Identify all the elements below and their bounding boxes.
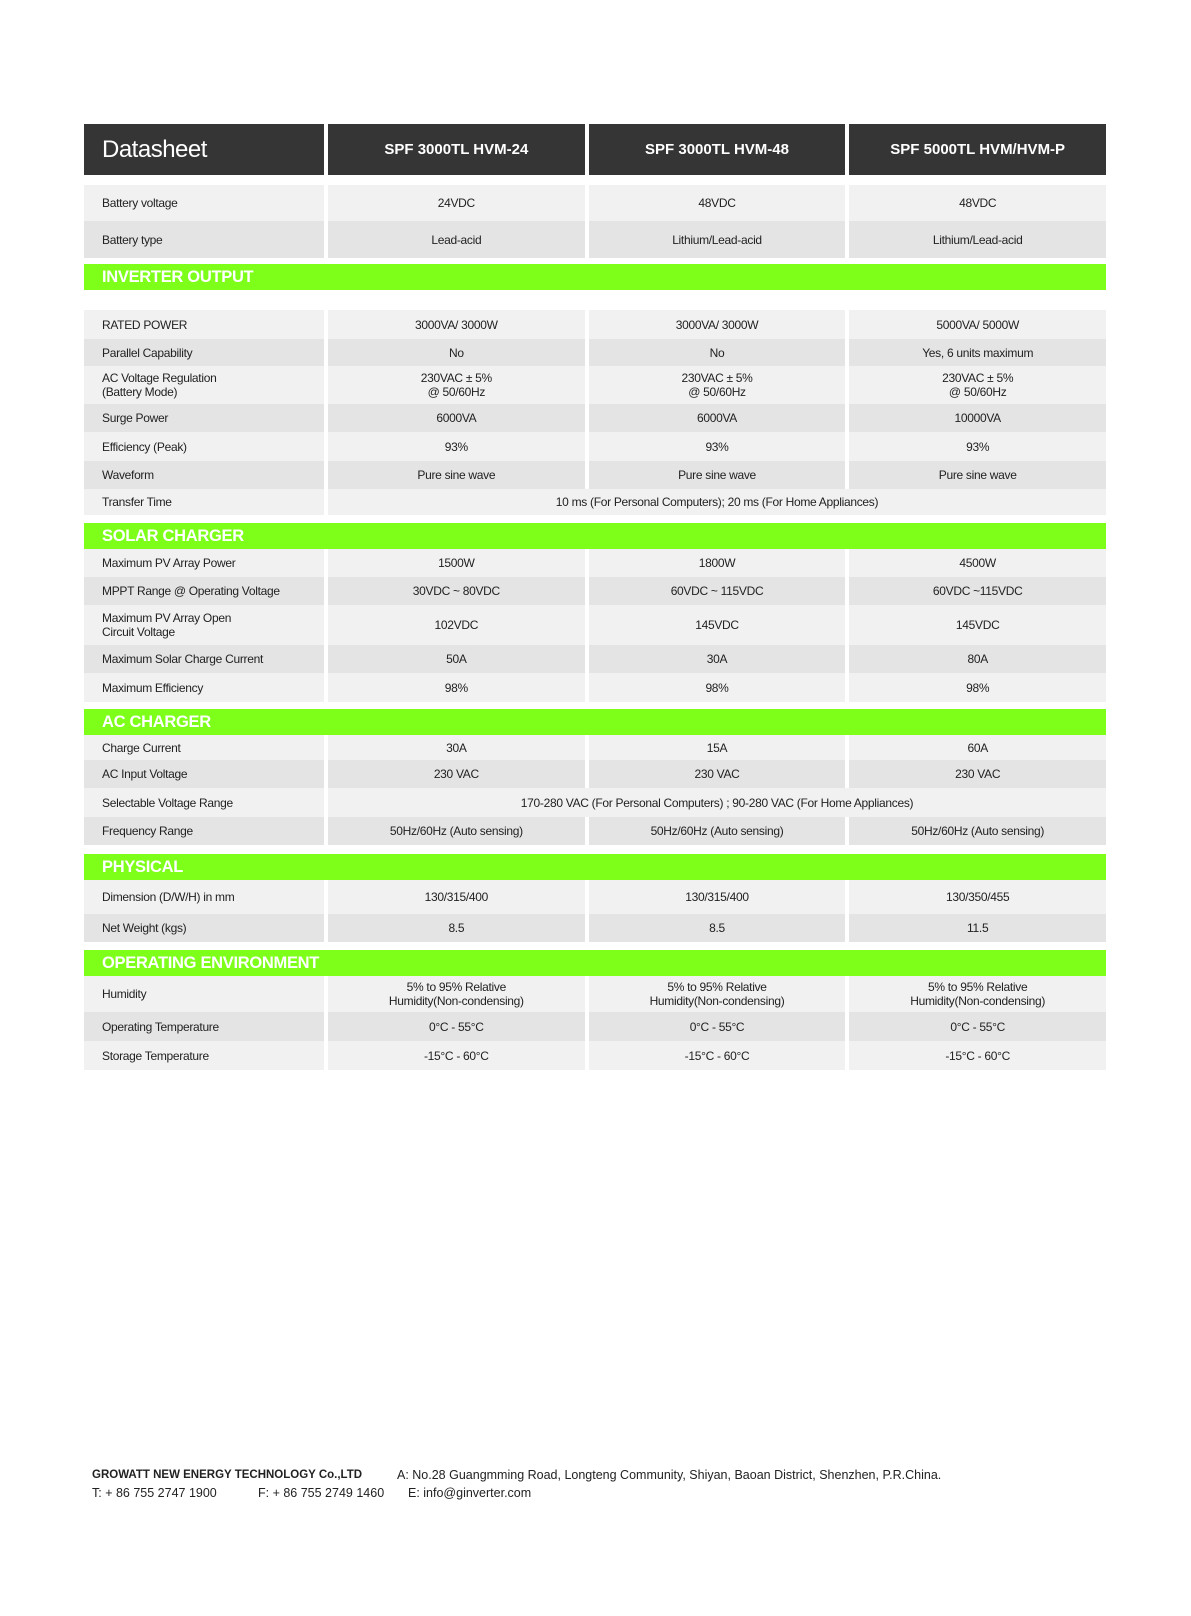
table-row bbox=[84, 605, 1106, 645]
value-cell bbox=[328, 760, 585, 788]
table-row bbox=[84, 461, 1106, 489]
value-cell bbox=[328, 976, 585, 1012]
cell-value: -15°C - 60°C bbox=[945, 1048, 1011, 1063]
cell-value: 0°C - 55°C bbox=[950, 1019, 1005, 1034]
cell-value: 145VDC bbox=[955, 618, 1000, 632]
cell-value: 230VAC ± 5% @ 50/60Hz bbox=[420, 371, 492, 399]
table-row bbox=[84, 366, 1106, 404]
cell-value: 130/315/400 bbox=[424, 890, 489, 904]
row-label bbox=[84, 461, 324, 489]
value-cell bbox=[328, 577, 585, 605]
row-label bbox=[84, 339, 324, 366]
row-label bbox=[84, 185, 324, 221]
cell-value: 10 ms (For Personal Computers); 20 ms (For Home Appliances) bbox=[555, 495, 879, 509]
cell-value: Yes, 6 units maximum bbox=[922, 345, 1034, 360]
value-cell bbox=[849, 310, 1106, 339]
cell-value: 4500W bbox=[959, 556, 996, 570]
value-cell bbox=[589, 185, 846, 221]
cell-value: 5% to 95% Relative Humidity(Non-condensing) bbox=[388, 980, 524, 1008]
table-row bbox=[84, 817, 1106, 845]
value-cell bbox=[849, 880, 1106, 914]
row-label bbox=[84, 310, 324, 339]
value-cell bbox=[849, 760, 1106, 788]
cell-value: 30A bbox=[446, 740, 467, 755]
phone-number: T: + 86 755 2747 1900 bbox=[92, 1486, 217, 1500]
cell-value: 1500W bbox=[438, 556, 475, 570]
table-row bbox=[84, 577, 1106, 605]
spec-section bbox=[84, 854, 1106, 942]
spec-section bbox=[84, 950, 1106, 1070]
cell-value: 230 VAC bbox=[955, 767, 1001, 781]
value-cell bbox=[589, 310, 846, 339]
model-column-1: SPF 3000TL HVM-24 bbox=[328, 124, 585, 175]
cell-value: 50Hz/60Hz (Auto sensing) bbox=[650, 824, 784, 838]
cell-value: 98% bbox=[966, 680, 990, 695]
table-row bbox=[84, 735, 1106, 760]
value-cell bbox=[589, 404, 846, 432]
value-cell bbox=[328, 1012, 585, 1041]
table-row bbox=[84, 976, 1106, 1012]
value-cell bbox=[849, 605, 1106, 645]
value-cell bbox=[328, 310, 585, 339]
cell-value: 50Hz/60Hz (Auto sensing) bbox=[389, 824, 523, 838]
value-cell bbox=[328, 1041, 585, 1070]
value-cell bbox=[328, 339, 585, 366]
row-label bbox=[84, 432, 324, 461]
value-cell bbox=[328, 914, 585, 942]
table-row bbox=[84, 880, 1106, 914]
value-cell bbox=[849, 366, 1106, 404]
model-column-2: SPF 3000TL HVM-48 bbox=[589, 124, 846, 175]
cell-value: 48VDC bbox=[959, 196, 997, 210]
cell-value: 6000VA bbox=[697, 411, 738, 425]
row-label bbox=[84, 221, 324, 258]
cell-value: 0°C - 55°C bbox=[689, 1019, 745, 1034]
row-label-text: Transfer Time bbox=[102, 495, 172, 509]
model-column-3: SPF 5000TL HVM/HVM-P bbox=[849, 124, 1106, 175]
value-cell bbox=[849, 461, 1106, 489]
row-label bbox=[84, 735, 324, 760]
row-label bbox=[84, 1012, 324, 1041]
value-cell bbox=[589, 673, 846, 702]
cell-value: 3000VA/ 3000W bbox=[415, 317, 498, 332]
value-cell bbox=[849, 817, 1106, 845]
spec-section bbox=[84, 709, 1106, 845]
value-cell bbox=[589, 577, 846, 605]
row-label bbox=[84, 788, 324, 817]
row-label bbox=[84, 366, 324, 404]
row-label-text: Battery voltage bbox=[102, 196, 178, 210]
value-cell bbox=[849, 339, 1106, 366]
cell-value: 15A bbox=[706, 740, 728, 755]
value-cell bbox=[849, 221, 1106, 258]
value-cell bbox=[589, 645, 846, 673]
spanning-cell bbox=[328, 788, 1106, 817]
cell-value: 93% bbox=[444, 439, 468, 454]
table-row bbox=[84, 489, 1106, 515]
table-row bbox=[84, 645, 1106, 673]
table-row bbox=[84, 1012, 1106, 1041]
cell-value: 50Hz/60Hz (Auto sensing) bbox=[911, 824, 1045, 838]
value-cell bbox=[849, 1012, 1106, 1041]
row-label-text: AC Voltage Regulation (Battery Mode) bbox=[102, 371, 217, 399]
row-label-text: Net Weight (kgs) bbox=[102, 921, 187, 935]
cell-value: 0°C - 55°C bbox=[429, 1019, 484, 1034]
spec-sections bbox=[84, 185, 1106, 1070]
spec-section bbox=[84, 264, 1106, 515]
value-cell bbox=[849, 185, 1106, 221]
row-label-text: Dimension (D/W/H) in mm bbox=[102, 890, 235, 904]
email-address: E: info@ginverter.com bbox=[408, 1486, 532, 1500]
value-cell bbox=[328, 404, 585, 432]
value-cell bbox=[849, 577, 1106, 605]
value-cell bbox=[589, 339, 846, 366]
cell-value: 50A bbox=[446, 652, 467, 666]
cell-value: 30VDC ~ 80VDC bbox=[412, 584, 500, 598]
cell-value: 5000VA/ 5000W bbox=[936, 317, 1019, 332]
table-row bbox=[84, 788, 1106, 817]
value-cell bbox=[328, 185, 585, 221]
cell-value: 48VDC bbox=[698, 196, 736, 210]
cell-value: 80A bbox=[967, 652, 988, 666]
value-cell bbox=[849, 976, 1106, 1012]
row-label-text: MPPT Range @ Operating Voltage bbox=[102, 584, 280, 598]
row-label-text: Storage Temperature bbox=[102, 1048, 209, 1063]
cell-value: Pure sine wave bbox=[417, 468, 496, 482]
value-cell bbox=[328, 366, 585, 404]
cell-value: 3000VA/ 3000W bbox=[675, 317, 759, 332]
section-title: AC CHARGER bbox=[84, 709, 1106, 735]
value-cell bbox=[589, 549, 846, 577]
row-label bbox=[84, 645, 324, 673]
value-cell bbox=[849, 549, 1106, 577]
row-label-text: Maximum PV Array Power bbox=[102, 556, 236, 570]
value-cell bbox=[849, 735, 1106, 760]
company-name: GROWATT NEW ENERGY TECHNOLOGY Co.,LTD bbox=[92, 1469, 363, 1481]
value-cell bbox=[589, 605, 846, 645]
cell-value: 102VDC bbox=[434, 618, 479, 632]
cell-value: 60VDC ~ 115VDC bbox=[670, 584, 764, 598]
cell-value: 60A bbox=[967, 740, 988, 755]
table-row bbox=[84, 404, 1106, 432]
value-cell bbox=[589, 914, 846, 942]
value-cell bbox=[328, 605, 585, 645]
cell-value: Lead-acid bbox=[431, 232, 482, 247]
value-cell bbox=[589, 735, 846, 760]
table-row bbox=[84, 339, 1106, 366]
cell-value: 230VAC ± 5% @ 50/60Hz bbox=[942, 371, 1014, 399]
cell-value: Pure sine wave bbox=[678, 468, 756, 482]
table-row bbox=[84, 432, 1106, 461]
cell-value: 93% bbox=[966, 439, 990, 454]
row-label-text: Maximum Solar Charge Current bbox=[102, 652, 263, 666]
row-label-text: Charge Current bbox=[102, 740, 181, 755]
row-label-text: Humidity bbox=[102, 987, 147, 1001]
value-cell bbox=[589, 1012, 846, 1041]
footer bbox=[92, 1466, 941, 1502]
value-cell bbox=[328, 221, 585, 258]
value-cell bbox=[328, 549, 585, 577]
row-label bbox=[84, 914, 324, 942]
cell-value: 230 VAC bbox=[694, 767, 740, 781]
section-title: INVERTER OUTPUT bbox=[84, 264, 1106, 290]
cell-value: 24VDC bbox=[437, 196, 475, 210]
value-cell bbox=[589, 366, 846, 404]
cell-value: 230VAC ± 5% @ 50/60Hz bbox=[681, 371, 753, 399]
row-label bbox=[84, 1041, 324, 1070]
cell-value: 145VDC bbox=[695, 618, 739, 632]
cell-value: Lithium/Lead-acid bbox=[672, 232, 762, 247]
cell-value: 130/350/455 bbox=[945, 890, 1010, 904]
cell-value: 98% bbox=[705, 680, 729, 695]
value-cell bbox=[328, 735, 585, 760]
cell-value: 170-280 VAC (For Personal Computers) ; 90-280 VAC (For Home Appliances) bbox=[520, 795, 914, 810]
table-row bbox=[84, 1041, 1106, 1070]
datasheet-table bbox=[84, 124, 1106, 1070]
cell-value: 60VDC ~115VDC bbox=[932, 584, 1023, 598]
datasheet-title: Datasheet bbox=[84, 124, 324, 175]
cell-value: 8.5 bbox=[709, 921, 725, 935]
value-cell bbox=[328, 432, 585, 461]
table-row bbox=[84, 760, 1106, 788]
spec-section bbox=[84, 523, 1106, 702]
value-cell bbox=[589, 976, 846, 1012]
value-cell bbox=[589, 221, 846, 258]
row-label bbox=[84, 489, 324, 515]
value-cell bbox=[589, 432, 846, 461]
cell-value: 5% to 95% Relative Humidity(Non-condensing) bbox=[910, 980, 1046, 1008]
value-cell bbox=[849, 914, 1106, 942]
cell-value: No bbox=[709, 345, 725, 360]
value-cell bbox=[849, 432, 1106, 461]
cell-value: 6000VA bbox=[436, 411, 477, 425]
section-title: OPERATING ENVIRONMENT bbox=[84, 950, 1106, 976]
value-cell bbox=[328, 817, 585, 845]
row-label bbox=[84, 577, 324, 605]
row-label-text: Waveform bbox=[102, 468, 154, 482]
section-title: SOLAR CHARGER bbox=[84, 523, 1106, 549]
cell-value: 1800W bbox=[698, 556, 736, 570]
spanning-cell bbox=[328, 489, 1106, 515]
value-cell bbox=[328, 880, 585, 914]
row-label-text: Maximum PV Array Open Circuit Voltage bbox=[102, 611, 232, 639]
cell-value: 11.5 bbox=[967, 921, 989, 935]
cell-value: 8.5 bbox=[448, 921, 465, 935]
cell-value: 5% to 95% Relative Humidity(Non-condensing) bbox=[649, 980, 785, 1008]
row-label bbox=[84, 673, 324, 702]
spec-section bbox=[84, 185, 1106, 258]
value-cell bbox=[328, 461, 585, 489]
table-header bbox=[84, 124, 1106, 175]
row-label bbox=[84, 880, 324, 914]
row-label-text: Operating Temperature bbox=[102, 1019, 219, 1034]
value-cell bbox=[589, 880, 846, 914]
cell-value: -15°C - 60°C bbox=[423, 1048, 489, 1063]
row-label-text: Maximum Efficiency bbox=[102, 680, 204, 695]
row-label bbox=[84, 549, 324, 577]
table-row bbox=[84, 221, 1106, 258]
value-cell bbox=[589, 817, 846, 845]
value-cell bbox=[849, 1041, 1106, 1070]
cell-value: 10000VA bbox=[954, 411, 1001, 425]
row-label bbox=[84, 404, 324, 432]
cell-value: 98% bbox=[444, 680, 468, 695]
table-row bbox=[84, 914, 1106, 942]
row-label-text: Frequency Range bbox=[102, 824, 193, 838]
company-address: A: No.28 Guangmming Road, Longteng Community, Shiyan, Baoan District, Shenzhen, P.R.China. bbox=[397, 1468, 942, 1482]
row-label-text: Selectable Voltage Range bbox=[102, 795, 233, 810]
cell-value: Lithium/Lead-acid bbox=[932, 232, 1023, 247]
row-label-text: Surge Power bbox=[102, 411, 169, 425]
cell-value: 30A bbox=[706, 652, 728, 666]
cell-value: Pure sine wave bbox=[938, 468, 1017, 482]
value-cell bbox=[849, 673, 1106, 702]
row-label-text: Battery type bbox=[102, 232, 163, 247]
value-cell bbox=[589, 760, 846, 788]
value-cell bbox=[328, 645, 585, 673]
section-title: PHYSICAL bbox=[84, 854, 1106, 880]
cell-value: 230 VAC bbox=[433, 767, 479, 781]
cell-value: 130/315/400 bbox=[685, 890, 749, 904]
table-row bbox=[84, 185, 1106, 221]
value-cell bbox=[849, 404, 1106, 432]
cell-value: -15°C - 60°C bbox=[684, 1048, 750, 1063]
table-row bbox=[84, 549, 1106, 577]
row-label-text: AC Input Voltage bbox=[102, 767, 188, 781]
value-cell bbox=[589, 461, 846, 489]
row-label bbox=[84, 760, 324, 788]
table-row bbox=[84, 310, 1106, 339]
cell-value: 93% bbox=[705, 439, 729, 454]
value-cell bbox=[849, 645, 1106, 673]
fax-number: F: + 86 755 2749 1460 bbox=[258, 1486, 385, 1500]
row-label bbox=[84, 817, 324, 845]
row-label-text: RATED POWER bbox=[102, 317, 188, 332]
value-cell bbox=[328, 673, 585, 702]
row-label-text: Parallel Capability bbox=[102, 345, 193, 360]
row-label bbox=[84, 605, 324, 645]
cell-value: No bbox=[448, 345, 464, 360]
row-label-text: Efficiency (Peak) bbox=[102, 439, 187, 454]
table-row bbox=[84, 673, 1106, 702]
value-cell bbox=[589, 1041, 846, 1070]
row-label bbox=[84, 976, 324, 1012]
